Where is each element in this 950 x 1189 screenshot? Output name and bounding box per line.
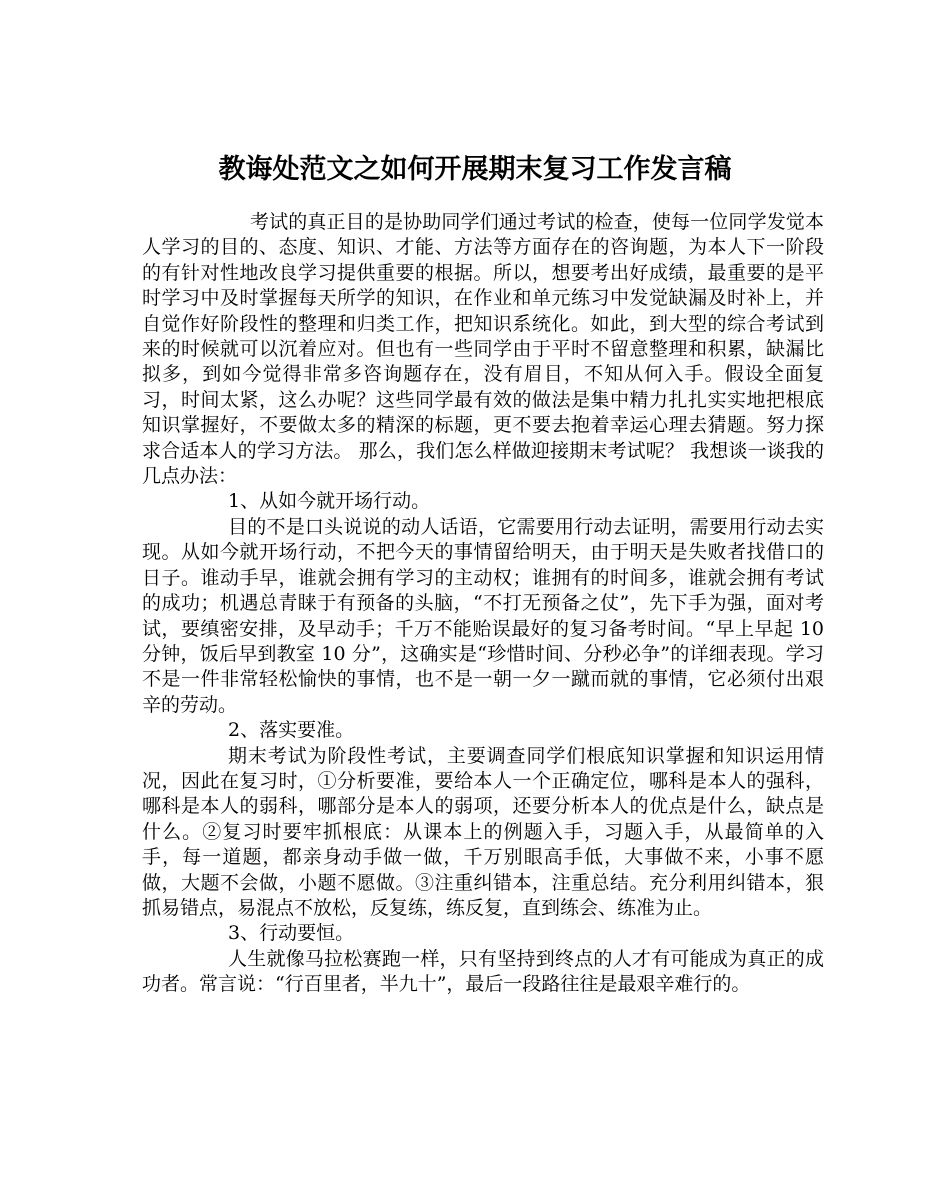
section-paragraph-3: 人生就像马拉松赛跑一样，只有坚持到终点的人才有可能成为真正的成功者。常言说：“行百里者，半九十”，最后一段路往往是最艰辛难行的。 xyxy=(142,947,824,996)
section-heading-3: 3、行动要恒。 xyxy=(228,922,355,945)
section-paragraph-1: 目的不是口头说说的动人话语，它需要用行动去证明，需要用行动去实现。从如今就开场行动，不把今天的事情留给明天，由于明天是失败者找借口的日子。谁动手早，谁就会拥有学习的主动权；谁拥有的时间多，谁就会拥有考试的成功；机遇总青睐于有预备的头脑，“不打无预备之仗”，先下手为强，面对考试，要缜密安排，及早动手；千万不能贻误最好的复习备考时间。“早上早起 10 分钟，饭后早到教室 10 分”，这确实是“珍惜时间、分秒必争”的详细表现。学习不是一件非常轻松愉快的事情，也不是一朝一夕一蹴而就的事情，它必须付出艰辛的劳动。 xyxy=(142,515,824,716)
section-paragraph-2: 期末考试为阶段性考试，主要调查同学们根底知识掌握和知识运用情况，因此在复习时，①分析要准，要给本人一个正确定位，哪科是本人的强科，哪科是本人的弱科，哪部分是本人的弱项，还要分析本人的优点是什么，缺点是什么。②复习时要牢抓根底：从课本上的例题入手，习题入手，从最简单的入手，每一道题，都亲身动手做一做，千万别眼高手低，大事做不来，小事不愿做，大题不会做，小题不愿做。③注重纠错本，注重总结。充分利用纠错本，狠抓易错点，易混点不放松，反复练，练反复，直到练会、练准为止。 xyxy=(142,744,824,919)
section-heading-2: 2、落实要准。 xyxy=(228,719,355,742)
document-body xyxy=(142,210,824,998)
document-title: 教诲处范文之如何开展期末复习工作发言稿 xyxy=(218,154,732,186)
section-heading-1: 1、从如今就开场行动。 xyxy=(228,490,431,513)
intro-paragraph: 考试的真正目的是协助同学们通过考试的检查，使每一位同学发觉本人学习的目的、态度、知识、才能、方法等方面存在的咨询题，为本人下一阶段的有针对性地改良学习提供重要的根据。所以，想要考出好成绩，最重要的是平时学习中及时掌握每天所学的知识，在作业和单元练习中发觉缺漏及时补上，并自觉作好阶段性的整理和归类工作，把知识系统化。如此，到大型的综合考试到来的时候就可以沉着应对。但也有一些同学由于平时不留意整理和积累，缺漏比拟多，到如今觉得非常多咨询题存在，没有眉目，不知从何入手。假设全面复习，时间太紧，这么办呢？这些同学最有效的做法是集中精力扎扎实实地把根底知识掌握好，不要做太多的精深的标题，更不要去抱着幸运心理去猜题。努力探求合适本人的学习方法。 那么，我们怎么样做迎接期末考试呢？ 我想谈一谈我的几点办法： xyxy=(142,211,824,488)
